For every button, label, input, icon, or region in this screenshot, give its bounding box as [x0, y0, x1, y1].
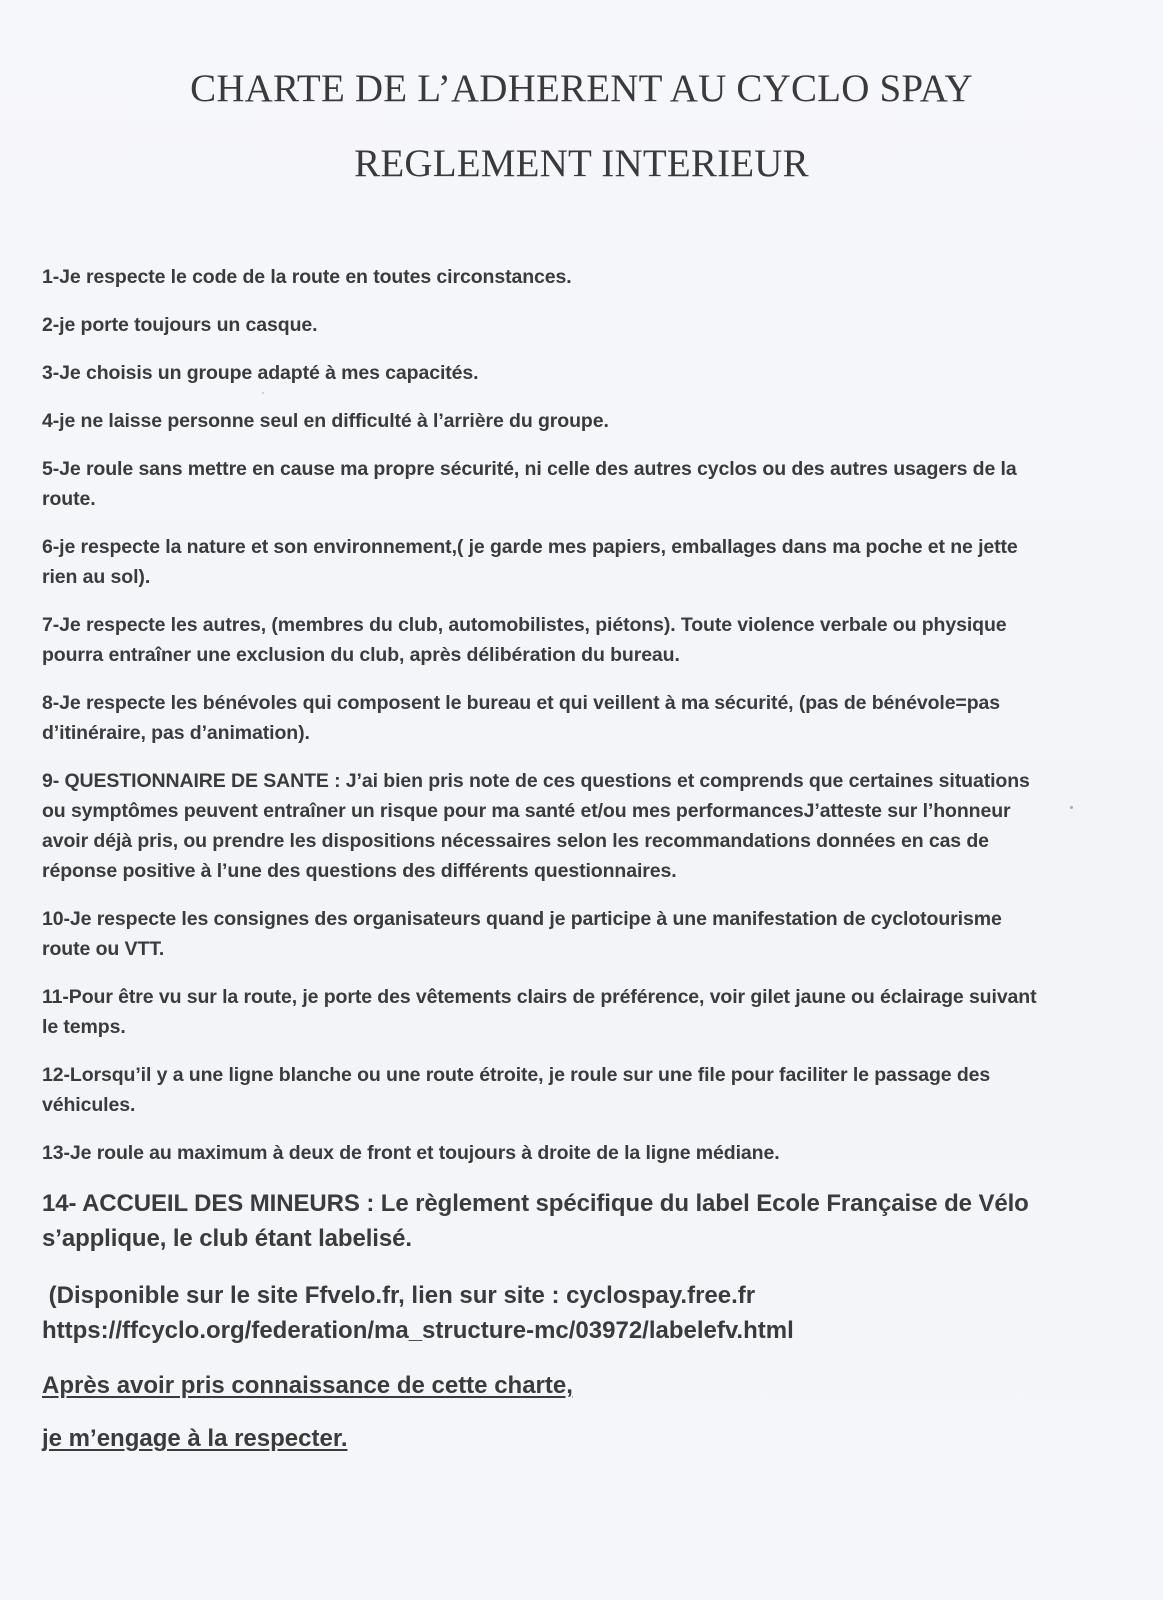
document-subtitle: REGLEMENT INTERIEUR	[354, 142, 809, 185]
rule-2: 2-je porte toujours un casque.	[42, 314, 318, 336]
source-note	[42, 1278, 1042, 1348]
rule-6: 6-je respecte la nature et son environnement,( je garde mes papiers, emballages dans ma poche et ne jette rien au sol).	[42, 536, 1018, 588]
rule-7: 7-Je respecte les autres, (membres du club, automobilistes, piétons). Toute violence verbale ou physique pourra entraîner une exclusion du club, après délibération du bureau.	[42, 614, 1007, 666]
rules-list	[42, 262, 1042, 1474]
rule-13: 13-Je roule au maximum à deux de front et toujours à droite de la ligne médiane.	[42, 1142, 780, 1164]
rule-5: 5-Je roule sans mettre en cause ma propre sécurité, ni celle des autres cyclos ou des autres usagers de la route.	[42, 458, 1017, 510]
source-url: https://ffcyclo.org/federation/ma_structure-mc/03972/labelefv.html	[42, 1317, 794, 1344]
rule-9: 9- QUESTIONNAIRE DE SANTE : J’ai bien pris note de ces questions et comprends que certaines situations ou symptômes peuvent entraîner un risque pour ma santé et/ou mes performancesJ’atteste sur l’honneur avoir déjà pris, ou prendre les dispositions nécessaires selon les recommandations données en cas de réponse positive à l’une des questions des différents questionnaires.	[42, 770, 1030, 882]
paper-speck	[1070, 806, 1073, 809]
rule-1: 1-Je respecte le code de la route en toutes circonstances.	[42, 266, 572, 288]
source-line-1: (Disponible sur le site Ffvelo.fr, lien sur site : cyclospay.free.fr	[42, 1282, 756, 1309]
engagement-line-1: Après avoir pris connaissance de cette charte,	[42, 1372, 573, 1399]
rule-10: 10-Je respecte les consignes des organisateurs quand je participe à une manifestation de cyclotourisme route ou VTT.	[42, 908, 1002, 960]
engagement-line-2: je m’engage à la respecter.	[42, 1425, 348, 1452]
paper-speck-2	[262, 392, 264, 394]
rule-3: 3-Je choisis un groupe adapté à mes capacités.	[42, 362, 479, 384]
rule-11: 11-Pour être vu sur la route, je porte des vêtements clairs de préférence, voir gilet jaune ou éclairage suivant le temps.	[42, 986, 1037, 1038]
rule-14: 14- ACCUEIL DES MINEURS : Le règlement spécifique du label Ecole Française de Vélo s’applique, le club étant labelisé.	[42, 1190, 1029, 1252]
rule-12: 12-Lorsqu’il y a une ligne blanche ou une route étroite, je roule sur une file pour faciliter le passage des véhicules.	[42, 1064, 991, 1116]
rule-8: 8-Je respecte les bénévoles qui composent le bureau et qui veillent à ma sécurité, (pas de bénévole=pas d’itinéraire, pas d’animation).	[42, 692, 1001, 744]
rule-4: 4-je ne laisse personne seul en difficulté à l’arrière du groupe.	[42, 410, 609, 432]
document-title: CHARTE DE L’ADHERENT AU CYCLO SPAY	[190, 67, 973, 110]
